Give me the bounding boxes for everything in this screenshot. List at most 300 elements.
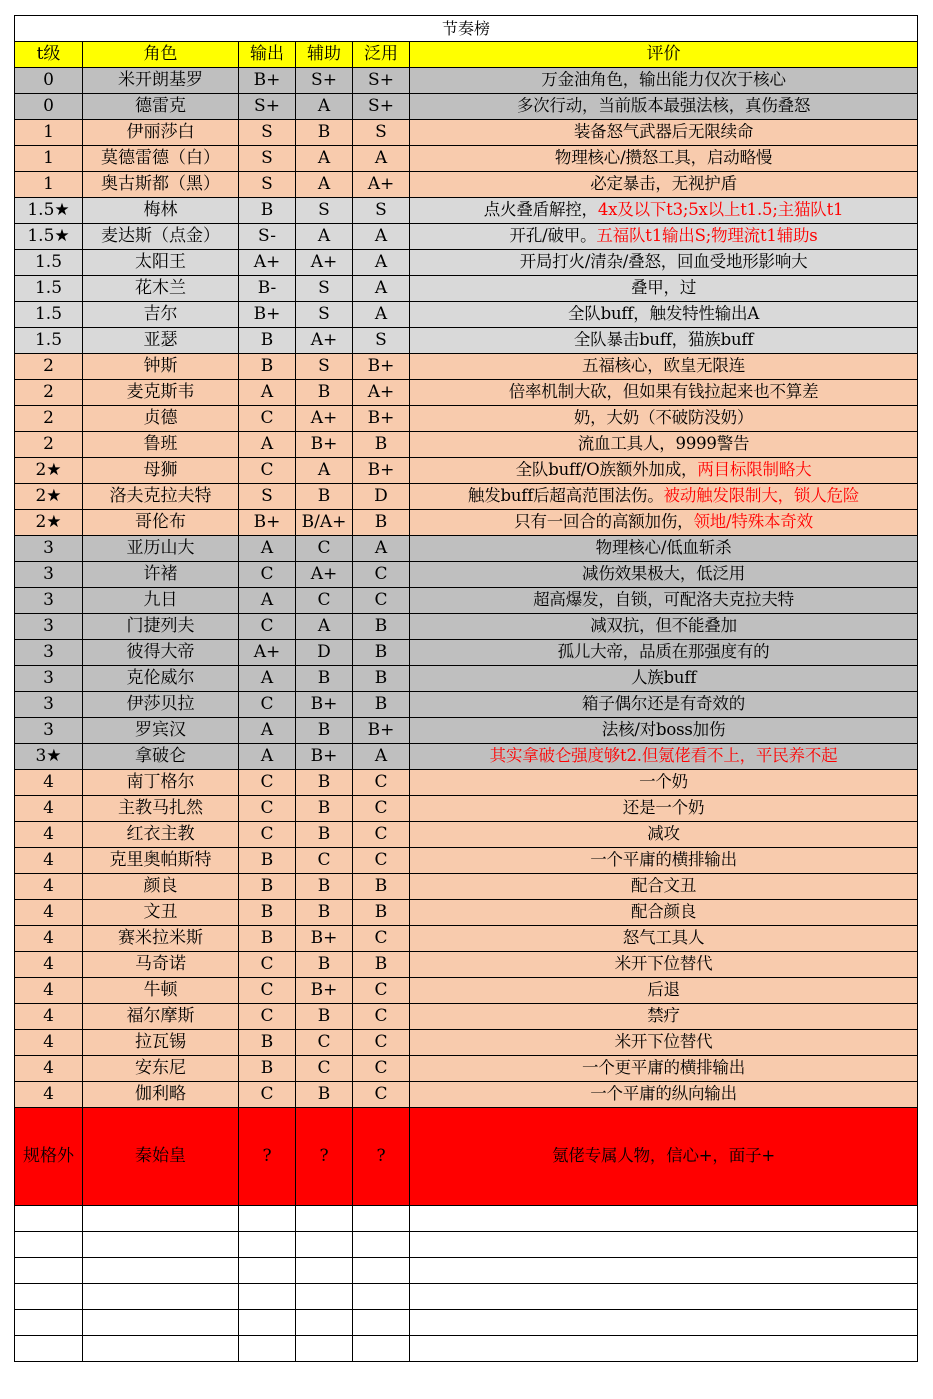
comment-cell	[410, 744, 918, 770]
comment-text: 配合文丑	[630, 876, 697, 896]
support-rating-cell: A	[296, 458, 353, 484]
comment-text: 配合颜良	[630, 902, 697, 922]
general-rating-cell: S	[353, 328, 410, 354]
general-rating-cell: C	[353, 1082, 410, 1108]
comment-text: 物理核心/攒怒工具，启动略慢	[554, 148, 773, 168]
table-row	[15, 354, 918, 380]
general-rating-cell: C	[353, 770, 410, 796]
empty-cell	[83, 1310, 239, 1336]
output-rating-cell: ?	[239, 1108, 296, 1206]
character-name-cell: 哥伦布	[83, 510, 239, 536]
general-rating-cell: S+	[353, 68, 410, 94]
character-name-cell: 梅林	[83, 198, 239, 224]
support-rating-cell: S	[296, 302, 353, 328]
general-rating-cell: A	[353, 302, 410, 328]
character-name-cell: 红衣主教	[83, 822, 239, 848]
character-name-cell: 拿破仑	[83, 744, 239, 770]
support-rating-cell: B	[296, 770, 353, 796]
comment-cell	[410, 380, 918, 406]
empty-cell	[410, 1206, 918, 1232]
table-row	[15, 952, 918, 978]
character-name-cell: 彼得大帝	[83, 640, 239, 666]
comment-cell	[410, 68, 918, 94]
empty-row	[15, 1206, 918, 1232]
character-name-cell: 秦始皇	[83, 1108, 239, 1206]
empty-cell	[15, 1258, 83, 1284]
empty-cell	[296, 1284, 353, 1310]
empty-cell	[410, 1258, 918, 1284]
table-row	[15, 1082, 918, 1108]
empty-cell	[296, 1206, 353, 1232]
empty-cell	[239, 1258, 296, 1284]
empty-cell	[83, 1284, 239, 1310]
character-name-cell: 麦达斯（点金）	[83, 224, 239, 250]
tier-sheet	[14, 15, 918, 1362]
output-rating-cell: B	[239, 198, 296, 224]
output-rating-cell: A	[239, 588, 296, 614]
comment-cell	[410, 1004, 918, 1030]
table-row	[15, 588, 918, 614]
empty-cell	[410, 1284, 918, 1310]
comment-highlight-text: 领地/特殊本奇效	[693, 512, 813, 532]
comment-text: 减攻	[647, 824, 680, 844]
tier-cell: 1.5	[15, 328, 83, 354]
output-rating-cell: B	[239, 1030, 296, 1056]
output-rating-cell: A+	[239, 640, 296, 666]
comment-text: 开局打火/清杂/叠怒，回血受地形影响大	[519, 252, 808, 272]
character-name-cell: 主教马扎然	[83, 796, 239, 822]
table-row	[15, 432, 918, 458]
character-name-cell: 九日	[83, 588, 239, 614]
character-name-cell: 安东尼	[83, 1056, 239, 1082]
output-rating-cell: A	[239, 536, 296, 562]
general-rating-cell: B+	[353, 354, 410, 380]
table-row	[15, 276, 918, 302]
output-rating-cell: B	[239, 874, 296, 900]
tier-cell: 1.5	[15, 250, 83, 276]
empty-cell	[353, 1336, 410, 1362]
table-row	[15, 536, 918, 562]
comment-cell	[410, 354, 918, 380]
character-name-cell: 赛米拉米斯	[83, 926, 239, 952]
comment-text: 米开下位替代	[614, 954, 713, 974]
support-rating-cell: S	[296, 354, 353, 380]
tier-cell: 1	[15, 120, 83, 146]
table-row	[15, 1108, 918, 1206]
tier-cell: 4	[15, 874, 83, 900]
general-rating-cell: B+	[353, 406, 410, 432]
empty-cell	[15, 1206, 83, 1232]
table-row	[15, 510, 918, 536]
comment-cell	[410, 172, 918, 198]
output-rating-cell: S	[239, 146, 296, 172]
comment-cell	[410, 978, 918, 1004]
empty-cell	[239, 1206, 296, 1232]
output-rating-cell: B-	[239, 276, 296, 302]
table-row	[15, 120, 918, 146]
tier-cell: 2★	[15, 458, 83, 484]
output-rating-cell: A	[239, 666, 296, 692]
table-row	[15, 1056, 918, 1082]
comment-text: 奶，大奶（不破防没奶）	[573, 408, 754, 428]
support-rating-cell: B	[296, 1004, 353, 1030]
general-rating-cell: S	[353, 120, 410, 146]
support-rating-cell: B	[296, 952, 353, 978]
tier-cell: 1.5	[15, 302, 83, 328]
comment-highlight-text: 其实拿破仑强度够t2.但氪佬看不上，平民养不起	[489, 746, 838, 766]
comment-cell	[410, 562, 918, 588]
character-name-cell: 钟斯	[83, 354, 239, 380]
output-rating-cell: B	[239, 848, 296, 874]
character-name-cell: 南丁格尔	[83, 770, 239, 796]
comment-cell	[410, 692, 918, 718]
support-rating-cell: A	[296, 146, 353, 172]
character-name-cell: 太阳王	[83, 250, 239, 276]
tier-cell: 2★	[15, 484, 83, 510]
comment-text: 减伤效果极大，低泛用	[582, 564, 746, 584]
comment-cell	[410, 406, 918, 432]
empty-cell	[353, 1232, 410, 1258]
tier-cell: 3★	[15, 744, 83, 770]
support-rating-cell: C	[296, 536, 353, 562]
comment-cell	[410, 770, 918, 796]
empty-row	[15, 1232, 918, 1258]
comment-cell	[410, 952, 918, 978]
output-rating-cell: B	[239, 926, 296, 952]
comment-text: 全队暴击buff，猫族buff	[573, 330, 754, 350]
general-rating-cell: ?	[353, 1108, 410, 1206]
tier-cell: 3	[15, 718, 83, 744]
comment-text: 倍率机制大砍，但如果有钱拉起来也不算差	[508, 382, 819, 402]
table-row	[15, 146, 918, 172]
empty-cell	[239, 1284, 296, 1310]
character-name-cell: 拉瓦锡	[83, 1030, 239, 1056]
comment-cell	[410, 796, 918, 822]
comment-text: 一个平庸的横排输出	[590, 850, 737, 870]
comment-cell	[410, 900, 918, 926]
table-row	[15, 978, 918, 1004]
general-rating-cell: A	[353, 744, 410, 770]
tier-cell: 4	[15, 848, 83, 874]
table-row	[15, 68, 918, 94]
table-row	[15, 406, 918, 432]
output-rating-cell: A+	[239, 250, 296, 276]
comment-cell	[410, 458, 918, 484]
support-rating-cell: C	[296, 588, 353, 614]
character-name-cell: 麦克斯韦	[83, 380, 239, 406]
comment-cell	[410, 848, 918, 874]
comment-text: 全队buff，触发特性输出A	[568, 304, 760, 324]
comment-highlight-text: 五福队t1输出S;物理流t1辅助s	[596, 226, 818, 246]
general-rating-cell: B+	[353, 718, 410, 744]
table-row	[15, 224, 918, 250]
output-rating-cell: S-	[239, 224, 296, 250]
tier-cell: 4	[15, 926, 83, 952]
header-character: 角色	[83, 42, 239, 68]
comment-cell	[410, 250, 918, 276]
comment-text: 超高爆发，自锁，可配洛夫克拉夫特	[533, 590, 794, 610]
empty-cell	[296, 1310, 353, 1336]
tier-cell: 3	[15, 588, 83, 614]
output-rating-cell: C	[239, 770, 296, 796]
tier-cell: 2	[15, 354, 83, 380]
header-comment: 评价	[410, 42, 918, 68]
comment-text: 孤儿大帝，品质在那强度有的	[557, 642, 770, 662]
comment-text: 叠甲，过	[630, 278, 697, 298]
general-rating-cell: C	[353, 978, 410, 1004]
output-rating-cell: B	[239, 354, 296, 380]
general-rating-cell: A	[353, 146, 410, 172]
general-rating-cell: C	[353, 588, 410, 614]
output-rating-cell: S	[239, 172, 296, 198]
support-rating-cell: B	[296, 900, 353, 926]
support-rating-cell: A+	[296, 328, 353, 354]
general-rating-cell: C	[353, 796, 410, 822]
general-rating-cell: S+	[353, 94, 410, 120]
header-support: 辅助	[296, 42, 353, 68]
support-rating-cell: C	[296, 848, 353, 874]
support-rating-cell: B+	[296, 926, 353, 952]
general-rating-cell: D	[353, 484, 410, 510]
tier-cell: 4	[15, 1030, 83, 1056]
table-row	[15, 900, 918, 926]
output-rating-cell: A	[239, 744, 296, 770]
comment-text: 人族buff	[630, 668, 697, 688]
comment-cell	[410, 94, 918, 120]
empty-cell	[15, 1232, 83, 1258]
output-rating-cell: A	[239, 380, 296, 406]
output-rating-cell: C	[239, 614, 296, 640]
support-rating-cell: B	[296, 484, 353, 510]
empty-cell	[15, 1336, 83, 1362]
comment-cell	[410, 120, 918, 146]
support-rating-cell: A+	[296, 406, 353, 432]
empty-cell	[296, 1336, 353, 1362]
header-output: 输出	[239, 42, 296, 68]
general-rating-cell: A+	[353, 172, 410, 198]
output-rating-cell: C	[239, 952, 296, 978]
tier-cell: 0	[15, 68, 83, 94]
character-name-cell: 马奇诺	[83, 952, 239, 978]
header-row	[15, 42, 918, 68]
comment-cell	[410, 536, 918, 562]
empty-row	[15, 1336, 918, 1362]
comment-cell	[410, 198, 918, 224]
output-rating-cell: B+	[239, 510, 296, 536]
comment-cell	[410, 666, 918, 692]
empty-row	[15, 1258, 918, 1284]
output-rating-cell: B	[239, 328, 296, 354]
output-rating-cell: C	[239, 692, 296, 718]
tier-cell: 4	[15, 1004, 83, 1030]
output-rating-cell: C	[239, 562, 296, 588]
tier-cell: 2	[15, 380, 83, 406]
character-name-cell: 许褚	[83, 562, 239, 588]
tier-cell: 规格外	[15, 1108, 83, 1206]
general-rating-cell: A+	[353, 380, 410, 406]
output-rating-cell: C	[239, 822, 296, 848]
empty-row	[15, 1284, 918, 1310]
comment-cell	[410, 1082, 918, 1108]
empty-cell	[296, 1232, 353, 1258]
support-rating-cell: C	[296, 1030, 353, 1056]
comment-text: 万金油角色，输出能力仅次于核心	[541, 70, 786, 90]
output-rating-cell: A	[239, 432, 296, 458]
comment-text: 一个奶	[639, 772, 688, 792]
comment-cell	[410, 614, 918, 640]
general-rating-cell: B	[353, 692, 410, 718]
general-rating-cell: B	[353, 432, 410, 458]
sheet-title: 节奏榜	[15, 16, 918, 42]
comment-text: 禁疗	[647, 1006, 680, 1026]
support-rating-cell: ?	[296, 1108, 353, 1206]
tier-cell: 1	[15, 146, 83, 172]
tier-cell: 2	[15, 432, 83, 458]
empty-cell	[239, 1310, 296, 1336]
comment-cell	[410, 1030, 918, 1056]
empty-cell	[239, 1336, 296, 1362]
empty-cell	[410, 1336, 918, 1362]
character-name-cell: 莫德雷德（白）	[83, 146, 239, 172]
table-row	[15, 874, 918, 900]
header-tier: t级	[15, 42, 83, 68]
comment-cell	[410, 224, 918, 250]
support-rating-cell: B+	[296, 744, 353, 770]
comment-text: 五福核心，欧皇无限连	[582, 356, 746, 376]
support-rating-cell: A	[296, 224, 353, 250]
comment-text: 后退	[647, 980, 680, 1000]
table-row	[15, 692, 918, 718]
general-rating-cell: C	[353, 1004, 410, 1030]
table-row	[15, 458, 918, 484]
table-row	[15, 666, 918, 692]
general-rating-cell: B+	[353, 458, 410, 484]
comment-text: 点火叠盾解控，	[483, 200, 598, 220]
comment-text: 米开下位替代	[614, 1032, 713, 1052]
character-name-cell: 吉尔	[83, 302, 239, 328]
character-name-cell: 奥古斯都（黑）	[83, 172, 239, 198]
support-rating-cell: A+	[296, 250, 353, 276]
comment-cell	[410, 588, 918, 614]
general-rating-cell: C	[353, 822, 410, 848]
comment-text: 氪佬专属人物，信心+，面子+	[552, 1146, 775, 1166]
general-rating-cell: B	[353, 640, 410, 666]
general-rating-cell: A	[353, 250, 410, 276]
character-name-cell: 福尔摩斯	[83, 1004, 239, 1030]
comment-cell	[410, 718, 918, 744]
general-rating-cell: B	[353, 666, 410, 692]
support-rating-cell: S	[296, 198, 353, 224]
table-row	[15, 198, 918, 224]
comment-highlight-text: 两目标限制略大	[697, 460, 812, 480]
support-rating-cell: S+	[296, 68, 353, 94]
tier-cell: 4	[15, 1056, 83, 1082]
general-rating-cell: A	[353, 224, 410, 250]
general-rating-cell: B	[353, 900, 410, 926]
table-row	[15, 822, 918, 848]
output-rating-cell: S	[239, 484, 296, 510]
tier-cell: 4	[15, 770, 83, 796]
support-rating-cell: B	[296, 1082, 353, 1108]
general-rating-cell: A	[353, 536, 410, 562]
output-rating-cell: A	[239, 718, 296, 744]
character-name-cell: 伊丽莎白	[83, 120, 239, 146]
comment-cell	[410, 874, 918, 900]
table-row	[15, 1004, 918, 1030]
table-row	[15, 302, 918, 328]
tier-cell: 4	[15, 822, 83, 848]
comment-text: 一个平庸的纵向输出	[590, 1084, 737, 1104]
character-name-cell: 门捷列夫	[83, 614, 239, 640]
character-name-cell: 鲁班	[83, 432, 239, 458]
character-name-cell: 花木兰	[83, 276, 239, 302]
table-row	[15, 926, 918, 952]
comment-cell	[410, 926, 918, 952]
table-row	[15, 250, 918, 276]
general-rating-cell: C	[353, 1030, 410, 1056]
comment-text: 全队buff/O族额外加成，	[515, 460, 698, 480]
support-rating-cell: A+	[296, 562, 353, 588]
character-name-cell: 克伦威尔	[83, 666, 239, 692]
comment-cell	[410, 1056, 918, 1082]
support-rating-cell: B	[296, 822, 353, 848]
tier-cell: 1.5★	[15, 198, 83, 224]
tier-table	[14, 15, 918, 1362]
comment-cell	[410, 302, 918, 328]
output-rating-cell: B	[239, 1056, 296, 1082]
comment-highlight-text: 被动触发限制大，锁人危险	[663, 486, 860, 506]
comment-cell	[410, 276, 918, 302]
table-row	[15, 172, 918, 198]
output-rating-cell: C	[239, 978, 296, 1004]
character-name-cell: 亚瑟	[83, 328, 239, 354]
tier-cell: 0	[15, 94, 83, 120]
empty-cell	[296, 1258, 353, 1284]
output-rating-cell: C	[239, 406, 296, 432]
comment-cell	[410, 484, 918, 510]
table-row	[15, 718, 918, 744]
empty-cell	[83, 1336, 239, 1362]
table-row	[15, 328, 918, 354]
general-rating-cell: C	[353, 926, 410, 952]
tier-cell: 4	[15, 796, 83, 822]
comment-cell	[410, 510, 918, 536]
tier-cell: 4	[15, 978, 83, 1004]
support-rating-cell: B	[296, 666, 353, 692]
table-row	[15, 484, 918, 510]
support-rating-cell: B+	[296, 432, 353, 458]
support-rating-cell: C	[296, 1056, 353, 1082]
tier-cell: 3	[15, 562, 83, 588]
comment-cell	[410, 640, 918, 666]
table-row	[15, 640, 918, 666]
table-row	[15, 614, 918, 640]
support-rating-cell: D	[296, 640, 353, 666]
output-rating-cell: B+	[239, 68, 296, 94]
general-rating-cell: B	[353, 614, 410, 640]
table-row	[15, 770, 918, 796]
comment-text: 物理核心/低血斩杀	[595, 538, 732, 558]
support-rating-cell: A	[296, 172, 353, 198]
character-name-cell: 伊莎贝拉	[83, 692, 239, 718]
comment-text: 开孔/破甲。	[509, 226, 597, 246]
comment-text: 触发buff后超高范围法伤。	[467, 486, 664, 506]
character-name-cell: 亚历山大	[83, 536, 239, 562]
comment-cell	[410, 432, 918, 458]
tier-cell: 4	[15, 1082, 83, 1108]
character-name-cell: 母狮	[83, 458, 239, 484]
comment-text: 流血工具人，9999警告	[577, 434, 750, 454]
